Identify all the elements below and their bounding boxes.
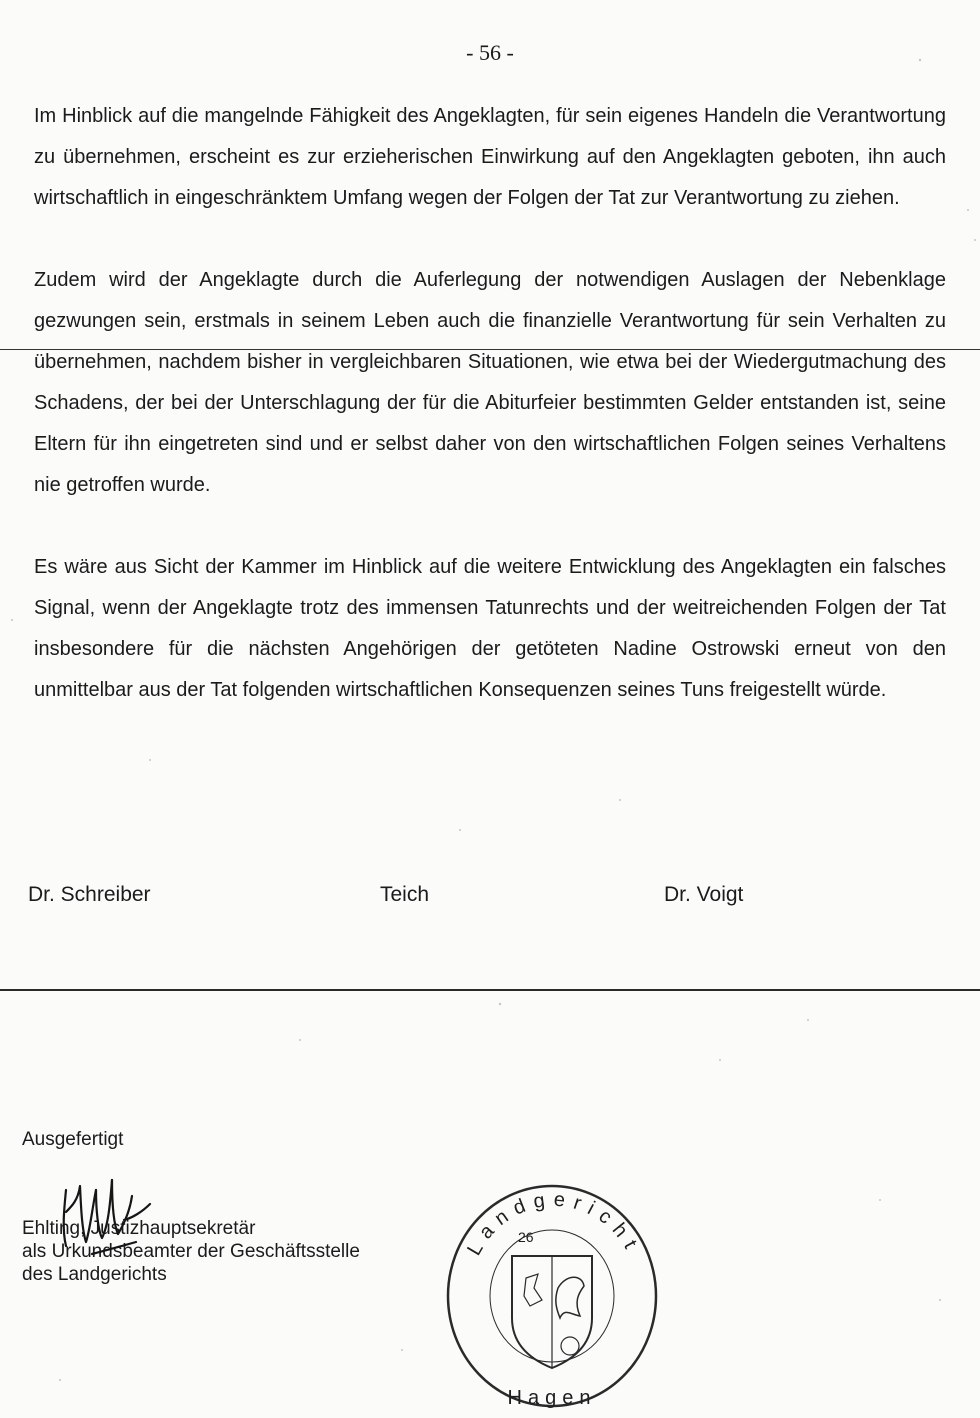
handwritten-signature-icon	[52, 1150, 172, 1260]
scan-line-bottom	[0, 989, 980, 991]
svg-text:Landgericht	[463, 1189, 645, 1260]
seal-number: 26	[518, 1229, 534, 1245]
seal-text-top: Landgericht	[463, 1188, 645, 1260]
paragraph-2: Zudem wird der Angeklagte durch die Auferlegung der notwendigen Auslagen der Nebenklage gezwungen sein, erstmals in seinem Leben auch die finanzielle Verantwortung für sein Verhalten zu übernehmen, nachdem bisher in vergleichbaren Situationen, wie etwa bei der Wiedergutmachung des Schadens, der bei der Unterschlagung der für die Abiturfeier bestimmten Gelder entstanden ist, seine Eltern für ihn eingetreten sind und er selbst daher von den wirtschaftlichen Folgen seines Verhaltens nie getroffen wurde.	[34, 269, 946, 496]
court-seal-icon	[442, 1178, 662, 1414]
clerk-name: Ehlting, Justizhauptsekretär	[22, 1218, 256, 1239]
certification-heading: Ausgefertigt	[22, 1129, 124, 1150]
clerk-court: des Landgerichts	[22, 1264, 167, 1285]
judge-2-name: Teich	[380, 883, 430, 906]
scan-line-top	[0, 349, 980, 350]
judge-3-name: Dr. Voigt	[664, 883, 744, 906]
clerk-role: als Urkundsbeamter der Geschäftsstelle	[22, 1241, 360, 1262]
seal-text-bottom: Hagen	[507, 1387, 597, 1409]
page-number: - 56 -	[466, 40, 514, 65]
judge-1-name: Dr. Schreiber	[28, 883, 151, 906]
paragraph-1: Im Hinblick auf die mangelnde Fähigkeit des Angeklagten, für sein eigenes Handeln die Verantwortung zu übernehmen, erscheint es zur erzieherischen Einwirkung auf den Angeklagten geboten, ihn auch wirtschaftlich in eingeschränktem Umfang wegen der Folgen der Tat zur Verantwortung zu ziehen.	[34, 105, 946, 209]
paragraph-3: Es wäre aus Sicht der Kammer im Hinblick auf die weitere Entwicklung des Angeklagten ein falsches Signal, wenn der Angeklagte trotz des immensen Tatunrechts und der weitreichenden Folgen der Tat insbesondere für die nächsten Angehörigen der getöteten Nadine Ostrowski erneut von den unmittelbar aus der Tat folgenden wirtschaftlichen Konsequenzen seines Tuns freigestellt würde.	[34, 556, 946, 701]
